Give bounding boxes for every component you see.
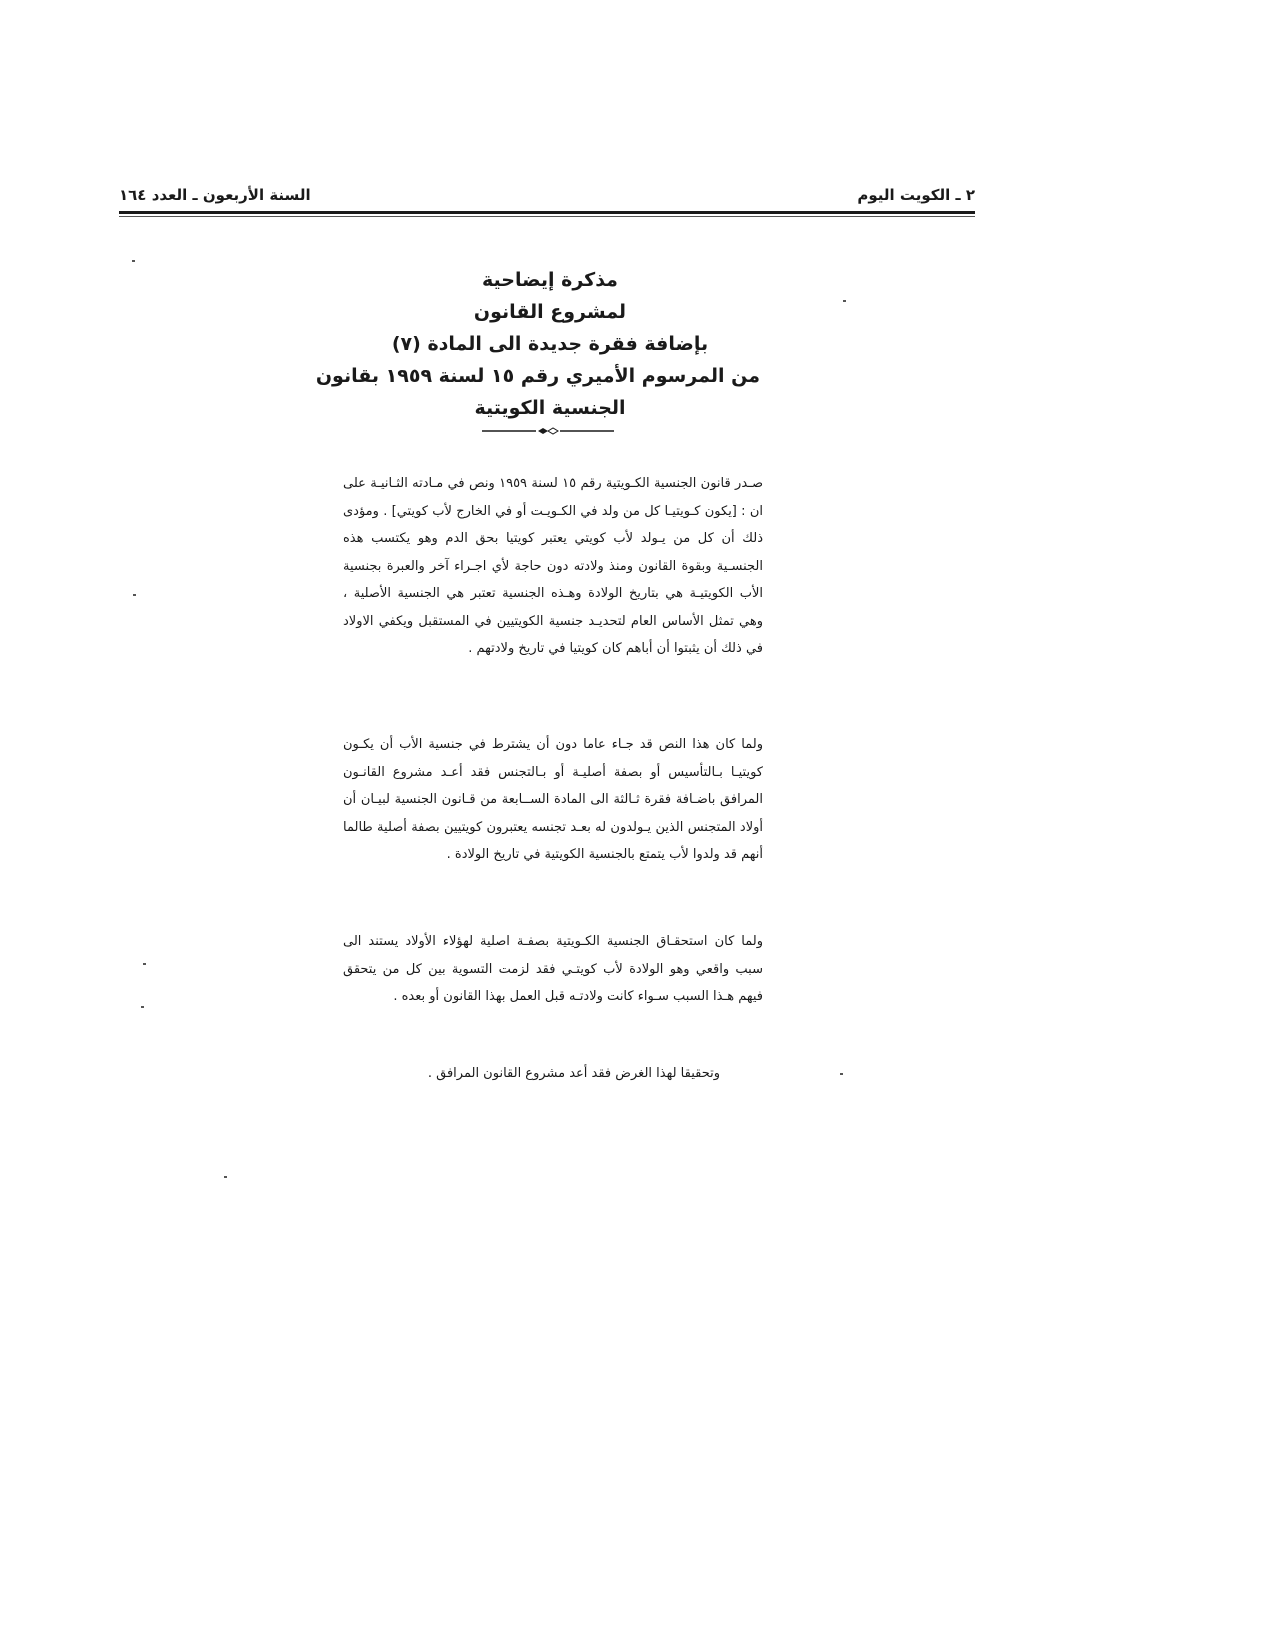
title-line: بإضافة فقرة جديدة الى المادة (٧) bbox=[391, 333, 709, 355]
memo-title bbox=[315, 264, 760, 424]
scan-speck bbox=[840, 1073, 843, 1075]
scan-speck bbox=[843, 300, 846, 302]
scan-speck bbox=[133, 594, 136, 596]
body-paragraph: ولما كان هذا النص قد جـاء عاما دون أن يشترط في جنسية الأب أن يكـون كويتيـا بـالتأسيس أو بصفة أصليـة أو بـالتجنس فقد أعـد مشروع القانـون المرافق باضـافة فقرة ثـالثة الى المادة الســابعة من قـانون الجنسية لبيـان أن أولاد المتجنس الذين يـولدون له بعـد تجنسه يعتبرون كويتيين بصفة أصلية طالما أنهم قد ولدوا لأب يتمتع بالجنسية الكويتية في تاريخ الولادة . bbox=[343, 737, 763, 862]
title-ornament bbox=[482, 426, 614, 436]
body-paragraph: ولما كان استحقـاق الجنسية الكـويتية بصفـة اصلية لهؤلاء الأولاد يستند الى سبب واقعي وهو الولادة لأب كويتـي فقد لزمت التسوية بين كل من يتحقق فيهم هـذا السبب سـواء كانت ولادتـه قبل العمل بهذا القانون أو بعده . bbox=[343, 934, 763, 1004]
scan-speck bbox=[132, 260, 135, 262]
issue-label: السنة الأربعون ـ العدد ١٦٤ bbox=[119, 186, 311, 204]
header-divider bbox=[119, 211, 975, 214]
scan-speck bbox=[224, 1176, 227, 1178]
title-line: من المرسوم الأميري رقم ١٥ لسنة ١٩٥٩ بقانون bbox=[315, 365, 760, 387]
page-header bbox=[119, 186, 975, 208]
title-line: لمشروع القانون bbox=[473, 301, 627, 323]
closing-sentence: وتحقيقا لهذا الغرض فقد أعد مشروع القانون المرافق . bbox=[427, 1066, 720, 1081]
title-line: مذكرة إيضاحية bbox=[482, 269, 618, 291]
scan-speck bbox=[141, 1006, 144, 1008]
title-line: الجنسية الكويتية bbox=[474, 397, 626, 419]
header-divider-thin bbox=[119, 216, 975, 217]
body-paragraph: صـدر قانون الجنسية الكـويتية رقم ١٥ لسنة ١٩٥٩ ونص في مـادته الثـانيـة على ان : [يكون كـويتيـا كل من ولد في الكـويـت أو في الخارج لأب كويتي] . ومؤدى ذلك أن كل من يـولد لأب كويتي يعتبر كويتيا بحق الدم وهو يكتسب هذه الجنسـية وبقوة القانون ومنذ ولادته دون حاجة لأي اجـراء آخر والعبرة بجنسية الأب الكويتيـة هي بتاريخ الولادة وهـذه الجنسية تعتبر هي الجنسية الأصلية ، وهي تمثل الأساس العام لتحديـد جنسية الكويتيين في المستقبل ويكفي الاولاد في ذلك أن يثبتوا أن أباهم كان كويتيا في تاريخ ولادتهم . bbox=[343, 476, 763, 656]
page-number-label: ٢ ـ الكويت اليوم bbox=[857, 186, 975, 204]
scan-speck bbox=[143, 963, 146, 965]
